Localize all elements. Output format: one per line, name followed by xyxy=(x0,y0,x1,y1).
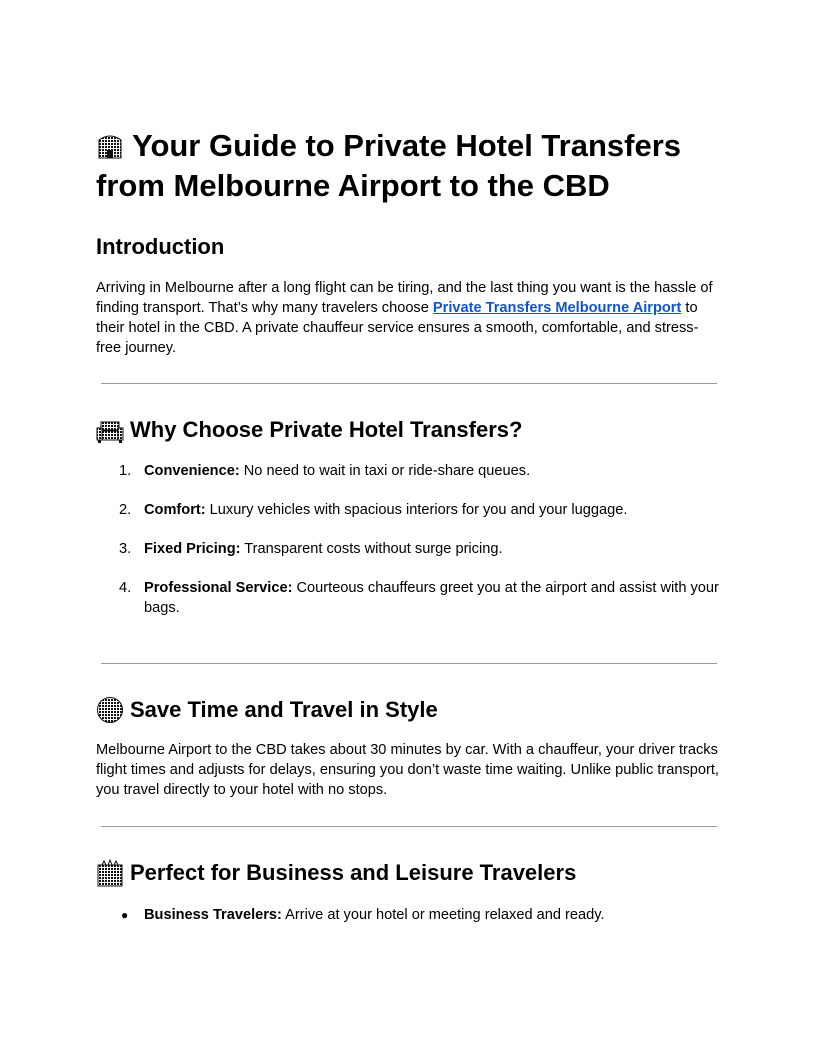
perfect-heading xyxy=(96,859,576,887)
list-number: 3. xyxy=(119,541,132,557)
intro-paragraph xyxy=(96,278,720,358)
why-heading xyxy=(96,416,522,444)
bullet: ● xyxy=(121,908,129,922)
section-divider xyxy=(101,826,717,827)
list-item-label: Business Travelers: xyxy=(144,907,282,923)
title-line-2: from Melbourne Airport to the CBD xyxy=(96,168,610,203)
list-number: 1. xyxy=(119,463,132,479)
section-divider xyxy=(101,663,717,664)
private-transfers-link[interactable]: Private Transfers Melbourne Airport xyxy=(432,300,682,316)
list-item xyxy=(96,578,720,618)
sofa-icon xyxy=(96,416,124,444)
hotel-icon xyxy=(96,131,124,159)
title-text-1: Your Guide to Private Hotel Transfers xyxy=(132,128,682,163)
save-heading-text: Save Time and Travel in Style xyxy=(130,697,438,722)
section-divider xyxy=(101,383,717,384)
list-number: 2. xyxy=(119,502,132,518)
globe-icon xyxy=(96,696,124,724)
why-heading-text: Why Choose Private Hotel Transfers? xyxy=(130,417,523,442)
perfect-list xyxy=(96,905,720,944)
list-item-text: Courteous chauffeurs greet you at the airport and assist with your bags. xyxy=(144,580,719,616)
title-line-1 xyxy=(96,126,720,166)
intro-heading: Introduction xyxy=(96,234,225,259)
intro-text-after: to their hotel in the CBD. A private chauffeur service ensures a smooth, comfortable, and stress-free journey. xyxy=(96,300,699,356)
perfect-heading-text: Perfect for Business and Leisure Travelers xyxy=(130,860,577,885)
list-item-label: Comfort: xyxy=(144,502,206,518)
page-title xyxy=(96,126,720,206)
list-item-text: No need to wait in taxi or ride-share queues. xyxy=(239,463,531,479)
list-item-text: Luxury vehicles with spacious interiors for you and your luggage. xyxy=(205,502,628,518)
list-item-label: Fixed Pricing: xyxy=(144,541,241,557)
list-item xyxy=(96,461,720,481)
save-heading xyxy=(96,696,438,724)
save-paragraph: Melbourne Airport to the CBD takes about 30 minutes by car. With a chauffeur, your driver tracks flight times and adjusts for delays, ensuring you don’t waste time waiting. Unlike public transport, you travel directly to your hotel with no stops. xyxy=(96,742,719,798)
list-item-label: Convenience: xyxy=(144,463,240,479)
list-item xyxy=(96,539,720,559)
list-item xyxy=(96,500,720,520)
list-item-text: Transparent costs without surge pricing. xyxy=(240,541,503,557)
list-item-label: Professional Service: xyxy=(144,580,293,596)
list-number: 4. xyxy=(119,580,132,596)
why-list xyxy=(96,461,720,637)
list-item-text: Arrive at your hotel or meeting relaxed and ready. xyxy=(281,907,605,923)
building-icon xyxy=(96,859,124,887)
list-item xyxy=(96,905,720,925)
intro-text-before: Arriving in Melbourne after a long flight can be tiring, and the last thing you want is the hassle of finding transport. That’s why many travelers choose xyxy=(96,280,713,316)
